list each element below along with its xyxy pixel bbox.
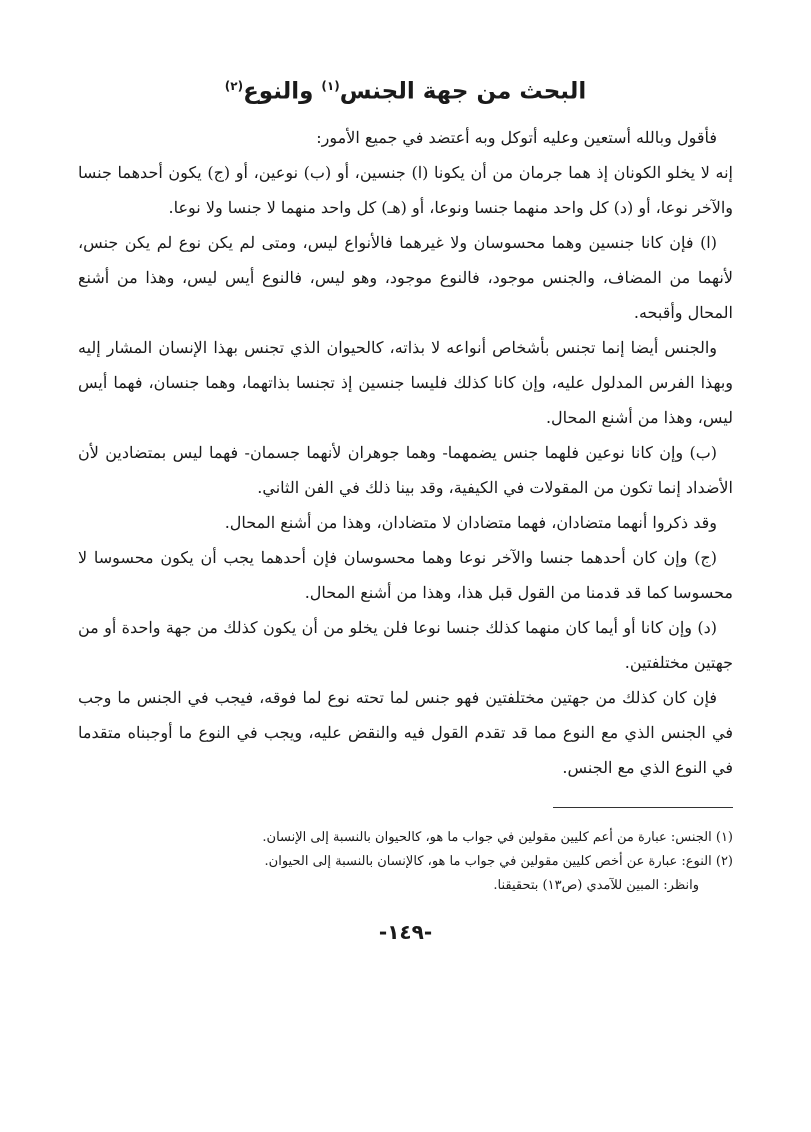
footnote-1: (١) الجنس: عبارة من أعم كليين مقولين في جواب ما هو، كالحيوان بالنسبة إلى الإنسان. [262, 829, 733, 845]
body-text [78, 120, 733, 785]
footnote-ref-2: (٢) [224, 79, 244, 93]
paragraph: فإن كان كذلك من جهتين مختلفتين فهو جنس لما تحته نوع لما فوقه، فيجب في الجنس ما وجب في الجنس الذي مع النوع مما قد تقدم القول فيه والنقض عليه، ويجب في النوع ما أوجبناه متقدما في النوع الذي مع الجنس. [78, 687, 734, 777]
paragraph: فأقول وبالله أستعين وعليه أتوكل وبه أعتضد في جميع الأمور: [316, 127, 717, 147]
footnotes [78, 826, 733, 898]
footnote-2-continuation: وانظر: المبين للآمدي (ص١٣) بتحقيقنا. [493, 877, 699, 893]
footnote-divider [553, 807, 733, 808]
footnote-2: (٢) النوع: عبارة عن أخص كليين مقولين في جواب ما هو، كالإنسان بالنسبة إلى الحيوان. [264, 853, 733, 869]
paragraph: (ب) وإن كانا نوعين فلهما جنس يضمهما- وهما جوهران لأنهما جسمان- فهما ليس بمتضادين لأن الأضداد إنما تكون من المقولات في الكيفية، وقد بينا ذلك في الفن الثاني. [78, 442, 733, 497]
footnote-divider-wrap [78, 785, 733, 826]
title-text: البحث من جهة الجنس [339, 78, 587, 105]
footnote-ref-1: (١) [321, 79, 340, 93]
paragraph: وقد ذكروا أنهما متضادان، فهما متضادان لا متضادان، وهذا من أشنع المحال. [224, 512, 717, 532]
paragraph: (ج) وإن كان أحدهما جنسا والآخر نوعا وهما محسوسان فإن أحدهما يجب أن يكون محسوسا لا محسوسا كما قد قدمنا من القول قبل هذا، وهذا من أشنع المحال. [78, 547, 733, 602]
title-connector: والنوع [243, 78, 322, 105]
paragraph: والجنس أيضا إنما تجنس بأشخاص أنواعه لا بذاته، كالحيوان الذي تجنس بهذا الإنسان المشار إليه وبهذا الفرس المدلول عليه، وإن كانا كذلك فليسا جنسين إذ تجنسا بذاتهما، وهما جنسان، فهما أيس ليس، وهذا من أشنع المحال. [78, 337, 733, 427]
paragraph: (د) وإن كانا أو أيما كان منهما كذلك جنسا نوعا فلن يخلو من أن يكون كذلك من جهة واحدة أو من جهتين مختلفتين. [78, 617, 733, 672]
paragraph: إنه لا يخلو الكونان إذ هما جرمان من أن يكونا (ا) جنسين، أو (ب) نوعين، أو (ج) يكون أحدهما جنسا والآخر نوعا، أو (د) كل واحد منهما جنسا ونوعا، أو (هـ) كل واحد منهما لا جنسا ولا نوعا. [78, 162, 734, 217]
paragraph: (ا) فإن كانا جنسين وهما محسوسان ولا غيرهما فالأنواع ليس، ومتى لم يكن نوع لم يكن جنس، لأنهما من المضاف، والجنس موجود، فالنوع موجود، وهو ليس، فالنوع أيس ليس، وهذا من أشنع المحال وأقبحه. [78, 232, 733, 322]
section-title [78, 68, 733, 110]
page-number: -١٤٩- [378, 919, 433, 944]
